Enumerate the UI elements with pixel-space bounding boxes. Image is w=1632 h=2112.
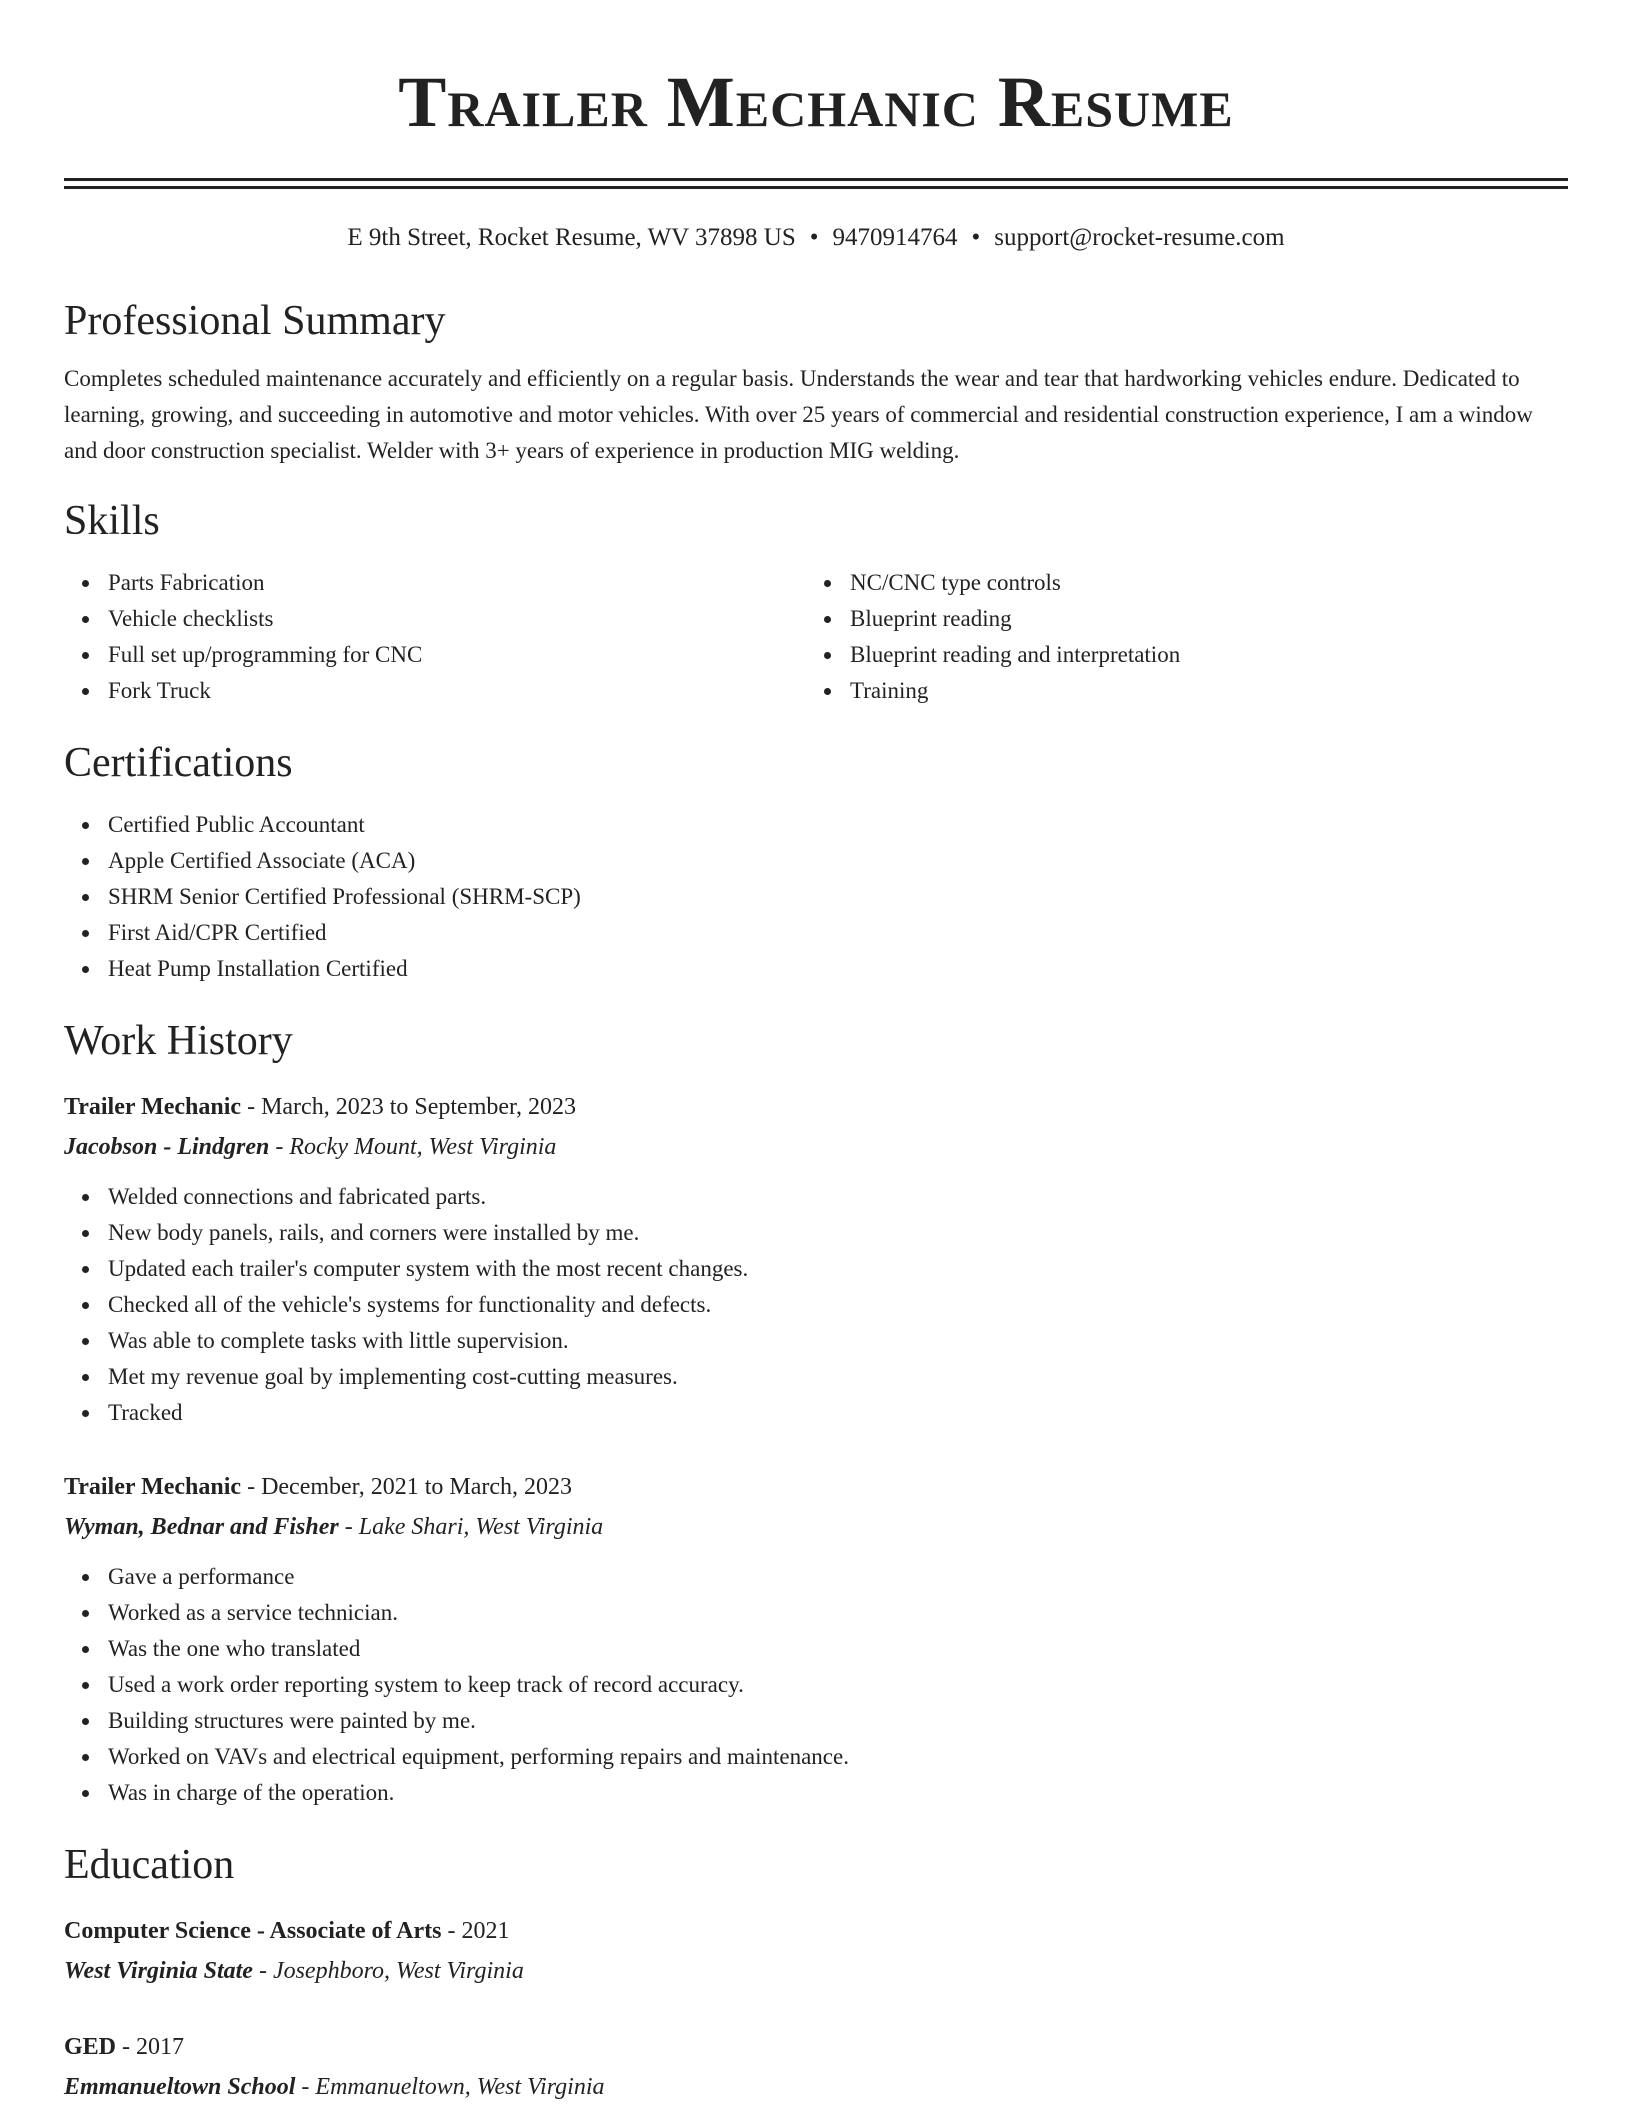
certifications-heading: Certifications [64,740,293,786]
job-bullets [64,1559,1568,1811]
contact-email: support@rocket-resume.com [994,224,1285,251]
skills-grid [64,565,1568,709]
education-degree: Computer Science - Associate of Arts [64,1918,442,1944]
skills-section [64,495,1568,709]
job-entry [64,1087,1568,1431]
contact-phone: 9470914764 [832,224,958,251]
summary-text: Completes scheduled maintenance accurately and efficiently on a regular basis. Understands the wear and tear that hardworking vehicles endure. Dedicated to learning, growing, and succeeding in automotive and motor vehicles. With over 25 years of commercial and residential construction experience, I am a window and door construction specialist. Welder with 3+ years of experience in production MIG welding. [64,366,1533,463]
education-school-line: West Virginia State - Josephboro, West Virginia [64,1958,524,1984]
contact-address: E 9th Street, Rocket Resume, WV 37898 US [347,224,796,251]
job-bullet: Gave a performance [108,1559,1568,1595]
education-school: West Virginia State [64,1958,253,1984]
education-degree-line: Computer Science - Associate of Arts - 2021 [64,1918,510,1944]
job-bullet: Was the one who translated [108,1631,1568,1667]
certification-item: Heat Pump Installation Certified [108,951,1568,987]
contact-line [64,221,1568,255]
job-company: Jacobson - Lindgren [64,1134,270,1160]
title-divider [64,178,1568,189]
job-bullet: Building structures were painted by me. [108,1703,1568,1739]
job-bullet: Met my revenue goal by implementing cost-cutting measures. [108,1359,1568,1395]
job-entry [64,1467,1568,1811]
job-dates: March, 2023 to September, 2023 [261,1094,577,1120]
education-school-line: Emmanueltown School - Emmanueltown, West Virginia [64,2074,605,2100]
education-degree-line: GED - 2017 [64,2034,185,2060]
education-location: Josephboro, West Virginia [272,1958,524,1984]
education-location: Emmanueltown, West Virginia [315,2074,605,2100]
job-location: Rocky Mount, West Virginia [289,1134,557,1160]
certifications-section [64,737,1568,987]
skills-column-right [806,565,1548,709]
work-history-section [64,1015,1568,1811]
job-bullet: Tracked [108,1395,1568,1431]
skills-heading: Skills [64,498,160,544]
job-location: Lake Shari, West Virginia [358,1514,604,1540]
education-entry [64,2027,1568,2107]
job-bullet: Used a work order reporting system to keep track of record accuracy. [108,1667,1568,1703]
education-section [64,1839,1568,2107]
certification-item: Certified Public Accountant [108,807,1568,843]
education-heading: Education [64,1842,235,1888]
contact-separator: • [971,224,981,251]
certification-item: Apple Certified Associate (ACA) [108,843,1568,879]
skills-list-left [64,565,806,709]
job-title-line: Trailer Mechanic - December, 2021 to March, 2023 [64,1474,573,1500]
job-bullet: Worked on VAVs and electrical equipment, performing repairs and maintenance. [108,1739,1568,1775]
resume-title: Trailer Mechanic Resume [398,62,1234,142]
summary-heading: Professional Summary [64,298,446,344]
job-bullets [64,1179,1568,1431]
job-title: Trailer Mechanic [64,1474,242,1500]
skill-item: Full set up/programming for CNC [108,637,806,673]
job-bullet: Updated each trailer's computer system with the most recent changes. [108,1251,1568,1287]
job-bullet: Checked all of the vehicle's systems for functionality and defects. [108,1287,1568,1323]
education-year: 2017 [136,2034,185,2060]
skill-item: Vehicle checklists [108,601,806,637]
job-company: Wyman, Bednar and Fisher [64,1514,339,1540]
skill-item: NC/CNC type controls [850,565,1548,601]
certification-item: First Aid/CPR Certified [108,915,1568,951]
job-title: Trailer Mechanic [64,1094,242,1120]
skills-column-left [64,565,806,709]
skill-item: Fork Truck [108,673,806,709]
skill-item: Training [850,673,1548,709]
job-bullet: New body panels, rails, and corners were installed by me. [108,1215,1568,1251]
job-bullet: Was in charge of the operation. [108,1775,1568,1811]
education-entry [64,1911,1568,1991]
skill-item: Blueprint reading and interpretation [850,637,1548,673]
certification-item: SHRM Senior Certified Professional (SHRM-SCP) [108,879,1568,915]
job-company-line: Jacobson - Lindgren - Rocky Mount, West Virginia [64,1134,557,1160]
job-dates: December, 2021 to March, 2023 [261,1474,573,1500]
contact-separator: • [809,224,819,251]
education-school: Emmanueltown School [64,2074,296,2100]
job-bullet: Worked as a service technician. [108,1595,1568,1631]
education-degree: GED [64,2034,117,2060]
certifications-list [64,807,1568,987]
skill-item: Blueprint reading [850,601,1548,637]
job-bullet: Was able to complete tasks with little supervision. [108,1323,1568,1359]
education-year: 2021 [461,1918,510,1944]
work-history-heading: Work History [64,1018,293,1064]
job-bullet: Welded connections and fabricated parts. [108,1179,1568,1215]
skill-item: Parts Fabrication [108,565,806,601]
job-title-line: Trailer Mechanic - March, 2023 to September, 2023 [64,1094,577,1120]
summary-section [64,295,1568,469]
job-company-line: Wyman, Bednar and Fisher - Lake Shari, West Virginia [64,1514,604,1540]
skills-list-right [806,565,1548,709]
